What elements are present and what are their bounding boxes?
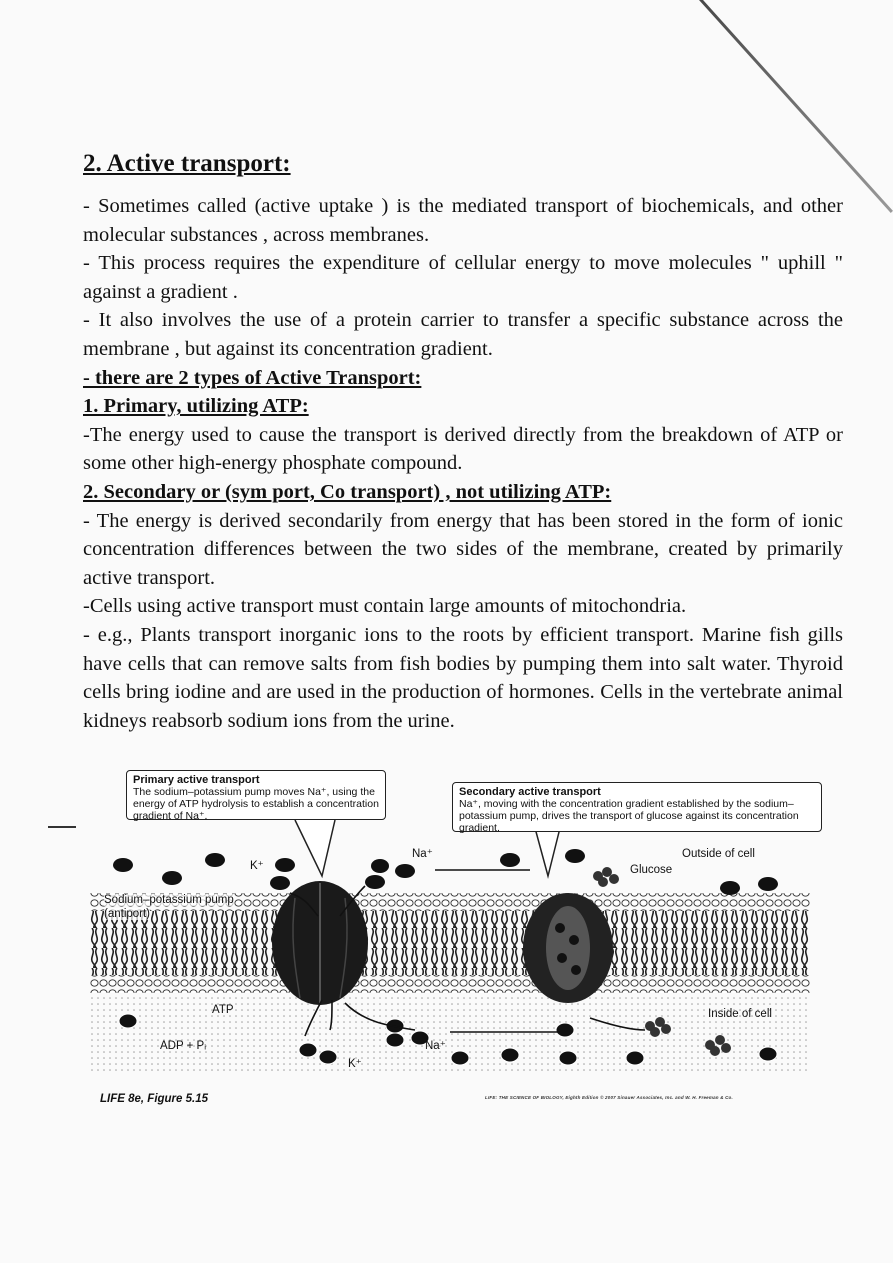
antiport-label: (antiport) — [104, 908, 151, 920]
paragraph-1: - Sometimes called (active uptake ) is the mediated transport of biochemicals, and other molecular substances , across membranes. — [83, 195, 843, 246]
paragraph-3: - It also involves the use of a protein carrier to transfer a specific substance across the membrane , but against its concentration gradient. — [83, 309, 843, 360]
na-ion-label-inside: Na⁺ — [425, 1040, 446, 1052]
paragraph-5: - The energy is derived secondarily from energy that has been stored in the form of ionic concentration differences between the two sides of the membrane, created by primarily active transport. — [83, 509, 843, 589]
cotransporter-protein — [523, 893, 613, 1003]
primary-callout-text: The sodium–potassium pump moves Na⁺, using the energy of ATP hydrolysis to establish a concentration gradient of Na⁺. — [133, 786, 379, 822]
primary-callout-title: Primary active transport — [133, 774, 260, 786]
k-ion-label-outside: K⁺ — [250, 860, 264, 872]
secondary-transport-callout — [452, 782, 822, 832]
section-heading: 2. Active transport: — [83, 150, 291, 177]
paragraph-7: - e.g., Plants transport inorganic ions to the roots by efficient transport. Marine fish gills have cells that can remove salts from fish bodies by pumping them into salt water. Thyroid cells bring iodine and are used in the production of hormones. Cells in the vertebrate animal kidneys reabsorb sodium ions from the urine. — [83, 623, 843, 732]
types-heading: - there are 2 types of Active Transport: — [83, 366, 422, 389]
secondary-callout-text: Na⁺, moving with the concentration gradient established by the sodium–potassium pump, drives the transport of glucose against its concentration gradient. — [459, 798, 799, 834]
text-content — [83, 150, 843, 735]
adp-label: ADP + Pᵢ — [160, 1040, 207, 1052]
margin-mark — [48, 826, 76, 828]
figure-credit: LIFE: THE SCIENCE OF BIOLOGY, Eighth Edition © 2007 Sinauer Associates, Inc. and W. H. Freeman & Co. — [485, 1095, 733, 1100]
secondary-heading: 2. Secondary or (sym port, Co transport) , not utilizing ATP: — [83, 480, 612, 503]
paragraph-4: -The energy used to cause the transport is derived directly from the breakdown of ATP or some other high-energy phosphate compound. — [83, 423, 843, 475]
atp-label: ATP — [212, 1004, 234, 1016]
secondary-callout-title: Secondary active transport — [459, 786, 601, 798]
primary-heading: 1. Primary, utilizing ATP: — [83, 395, 309, 418]
k-ion-label-inside: K⁺ — [348, 1058, 362, 1070]
pump-label: Sodium–potassium pump — [104, 894, 234, 906]
paragraph-2: - This process requires the expenditure of cellular energy to move molecules " uphill " against a gradient . — [83, 252, 843, 303]
active-transport-figure — [90, 768, 820, 1078]
glucose-label: Glucose — [630, 864, 673, 876]
inside-of-cell-label: Inside of cell — [708, 1008, 772, 1020]
na-ion-label-outside: Na⁺ — [412, 848, 433, 860]
paragraph-6: -Cells using active transport must contain large amounts of mitochondria. — [83, 595, 687, 618]
figure-caption: LIFE 8e, Figure 5.15 — [100, 1093, 209, 1105]
primary-transport-callout — [126, 770, 386, 820]
outside-of-cell-label: Outside of cell — [682, 848, 755, 860]
